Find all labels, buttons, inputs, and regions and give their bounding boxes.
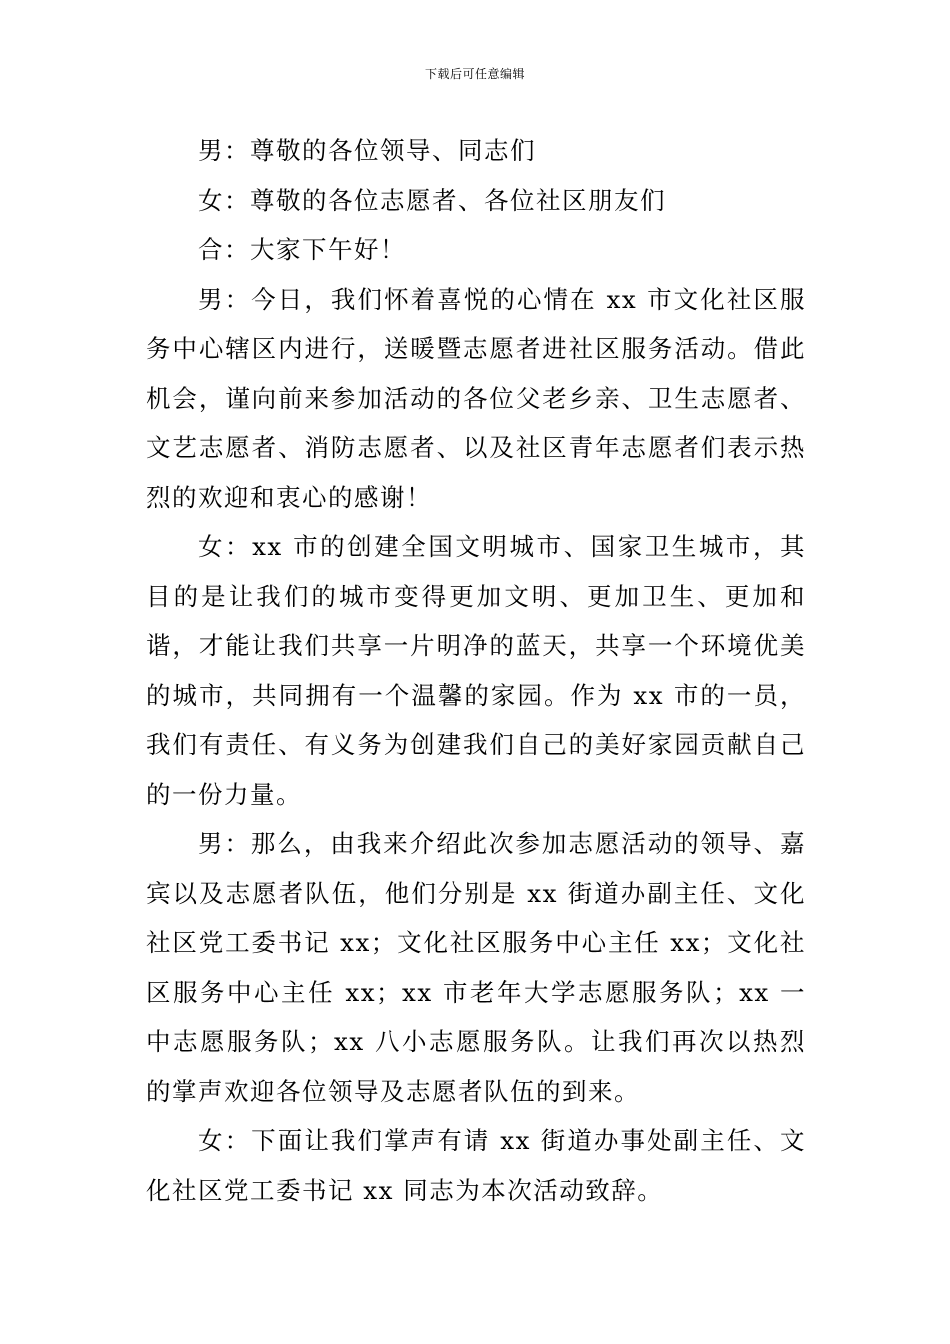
- paragraph-6: 男：那么，由我来介绍此次参加志愿活动的领导、嘉宾以及志愿者队伍，他们分别是 xx 街道办副主任、文化社区党工委书记 xx；文化社区服务中心主任 xx；文化社区服务中心主任 xx；xx 市老年大学志愿服务队；xx 一中志愿服务队；xx 八小志愿服务队。让我们再次以热烈的掌声欢迎各位领导及志愿者队伍的到来。: [146, 829, 806, 1106]
- paragraph-2: 女：尊敬的各位志愿者、各位社区朋友们: [198, 185, 666, 215]
- header-note: 下载后可任意编辑: [424, 67, 525, 81]
- paragraph-4: 男：今日，我们怀着喜悦的心情在 xx 市文化社区服务中心辖区内进行，送暖暨志愿者进社区服务活动。借此机会，谨向前来参加活动的各位父老乡亲、卫生志愿者、文艺志愿者、消防志愿者、以及社区青年志愿者们表示热烈的欢迎和衷心的感谢！: [146, 284, 806, 512]
- paragraph-1: 男：尊敬的各位领导、同志们: [198, 136, 536, 165]
- paragraph-3: 合：大家下午好！: [198, 235, 406, 264]
- paragraph-5: 女：xx 市的创建全国文明城市、国家卫生城市，其目的是让我们的城市变得更加文明、更加卫生、更加和谐，才能让我们共享一片明净的蓝天，共享一个环境优美的城市，共同拥有一个温馨的家园。作为 xx 市的一员，我们有责任、有义务为创建我们自己的美好家园贡献自己的一份力量。: [146, 532, 806, 809]
- document-body: [146, 126, 806, 1215]
- paragraph-7: 女：下面让我们掌声有请 xx 街道办事处副主任、文化社区党工委书记 xx 同志为本次活动致辞。: [146, 1126, 806, 1205]
